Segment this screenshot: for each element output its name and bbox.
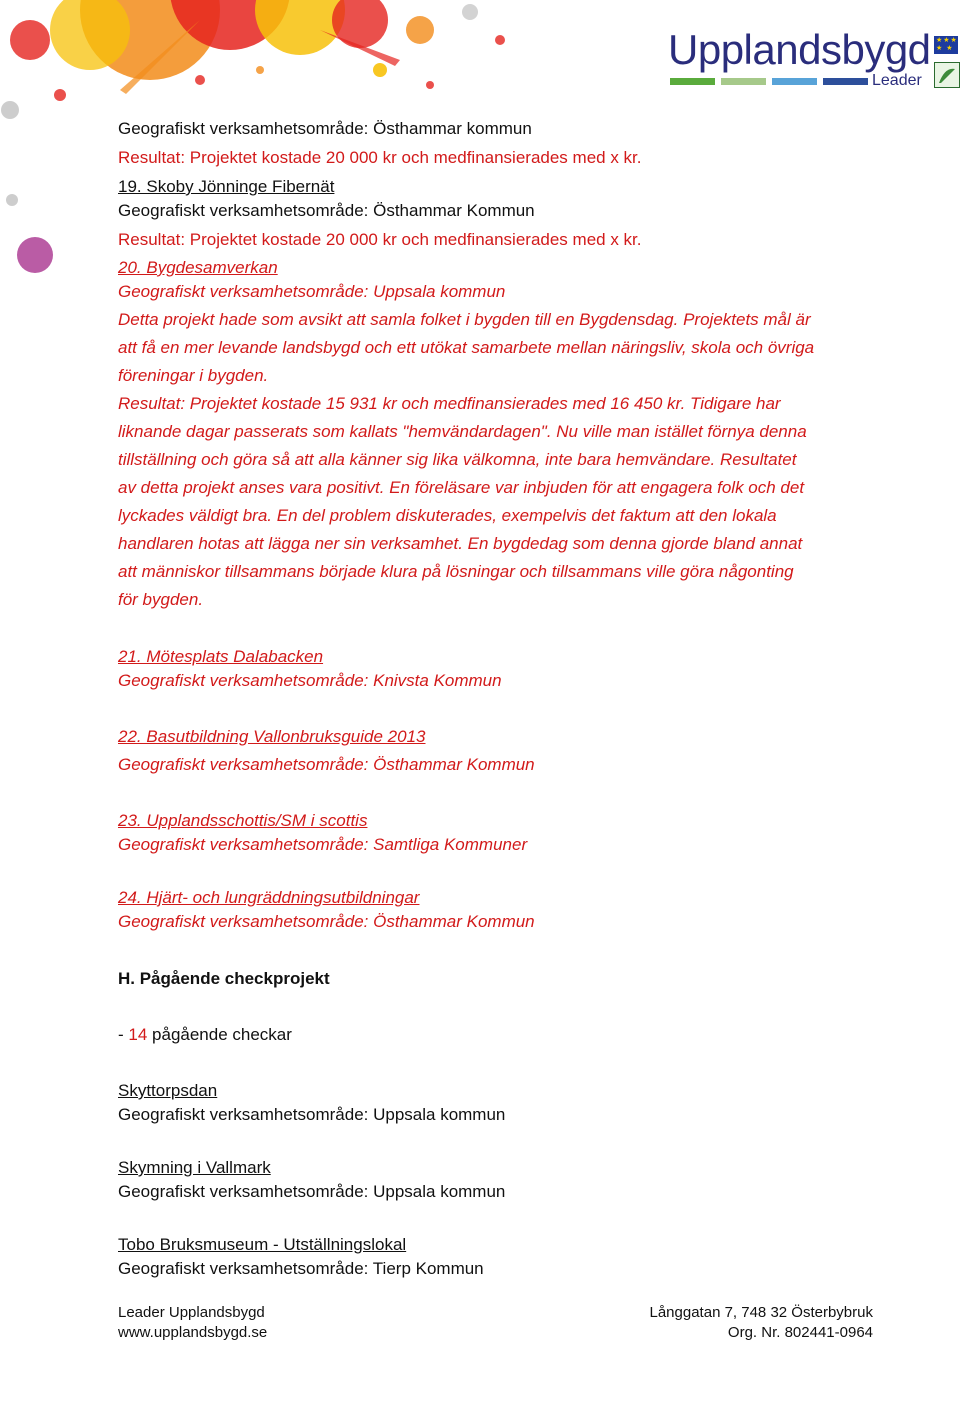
description-line: att få en mer levande landsbygd och ett utökat samarbete mellan näringsliv, skola och övriga [118, 338, 815, 357]
geo-area-line: Geografiskt verksamhetsområde: Uppsala kommun [118, 1105, 506, 1124]
checkar-suffix: pågående checkar [147, 1025, 292, 1044]
project-title-link[interactable]: 24. Hjärt- och lungräddningsutbildningar [118, 888, 420, 907]
project-title-link[interactable]: 23. Upplandsschottis/SM i scottis [118, 811, 368, 830]
geo-area-line: Geografiskt verksamhetsområde: Uppsala kommun [118, 282, 506, 301]
geo-area-line: Geografiskt verksamhetsområde: Östhammar Kommun [118, 755, 535, 774]
geo-area-line: Geografiskt verksamhetsområde: Östhammar kommun [118, 119, 532, 138]
project-title-link[interactable]: 22. Basutbildning Vallonbruksguide 2013 [118, 727, 426, 746]
result-line: lyckades väldigt bra. En del problem diskuterades, exempelvis det faktum att den lokala [118, 506, 777, 525]
footer-address: Långgatan 7, 748 32 Österbybruk [649, 1304, 873, 1321]
result-line: av detta projekt anses vara positivt. En föreläsare var inbjuden för att engagera folk och det [118, 478, 805, 497]
geo-area-line: Geografiskt verksamhetsområde: Knivsta Kommun [118, 671, 502, 690]
result-line: Resultat: Projektet kostade 20 000 kr och medfinansierades med x kr. [118, 148, 642, 167]
result-line: handlaren hotas att lägga ner sin verksamhet. En bygdedag som denna gjorde bland annat [118, 534, 803, 553]
leader-badge-icon [934, 62, 960, 88]
project-title-link[interactable]: 19. Skoby Jönninge Fibernät [118, 177, 335, 196]
result-line: Resultat: Projektet kostade 20 000 kr och medfinansierades med x kr. [118, 230, 642, 249]
geo-area-line: Geografiskt verksamhetsområde: Uppsala kommun [118, 1182, 506, 1201]
description-line: föreningar i bygden. [118, 366, 269, 385]
eu-flag-icon: ★★★ ★ ★ [936, 37, 958, 52]
geo-area-line: Geografiskt verksamhetsområde: Tierp Kommun [118, 1259, 484, 1278]
logo-bar [823, 78, 868, 85]
project-title-link[interactable]: 20. Bygdesamverkan [118, 258, 278, 277]
description-line: Detta projekt hade som avsikt att samla folket i bygden till en Bygdensdag. Projektets mål är [118, 310, 811, 329]
footer-website-link[interactable]: www.upplandsbygd.se [118, 1324, 268, 1341]
geo-area-line: Geografiskt verksamhetsområde: Samtliga Kommuner [118, 835, 528, 854]
geo-area-line: Geografiskt verksamhetsområde: Östhammar Kommun [118, 201, 535, 220]
checkar-count-line [118, 1024, 292, 1046]
check-project-title-link[interactable]: Skyttorpsdan [118, 1081, 218, 1100]
geo-area-line: Geografiskt verksamhetsområde: Östhammar Kommun [118, 912, 535, 931]
checkar-count: 14 [128, 1025, 148, 1044]
upplandsbygd-logo [668, 28, 960, 94]
check-project-title-link[interactable]: Tobo Bruksmuseum - Utställningslokal [118, 1235, 407, 1254]
footer-org-name: Leader Upplandsbygd [118, 1304, 265, 1321]
logo-color-bars [670, 78, 868, 85]
result-line: Resultat: Projektet kostade 15 931 kr och medfinansierades med 16 450 kr. Tidigare har [118, 394, 781, 413]
logo-bar [772, 78, 817, 85]
checkar-prefix: - [118, 1025, 129, 1044]
result-line: tillställning och göra så att alla känner sig lika välkomna, inte bara hemvändare. Resultatet [118, 450, 797, 469]
result-line: att människor tillsammans började klura på lösningar och tillsammans ville göra någonting [118, 562, 794, 581]
result-line: för bygden. [118, 590, 204, 609]
logo-text: Upplandsbygd [668, 26, 931, 73]
check-project-title-link[interactable]: Skymning i Vallmark [118, 1158, 271, 1177]
section-heading: H. Pågående checkprojekt [118, 969, 330, 988]
footer-org-nr: Org. Nr. 802441-0964 [727, 1324, 873, 1341]
logo-bar [670, 78, 715, 85]
logo-bar [721, 78, 766, 85]
logo-sub-text: Leader [872, 72, 922, 89]
result-line: liknande dagar passerats som kallats "hemvändardagen". Nu ville man istället förnya denna [118, 422, 807, 441]
project-title-link[interactable]: 21. Mötesplats Dalabacken [118, 647, 324, 666]
